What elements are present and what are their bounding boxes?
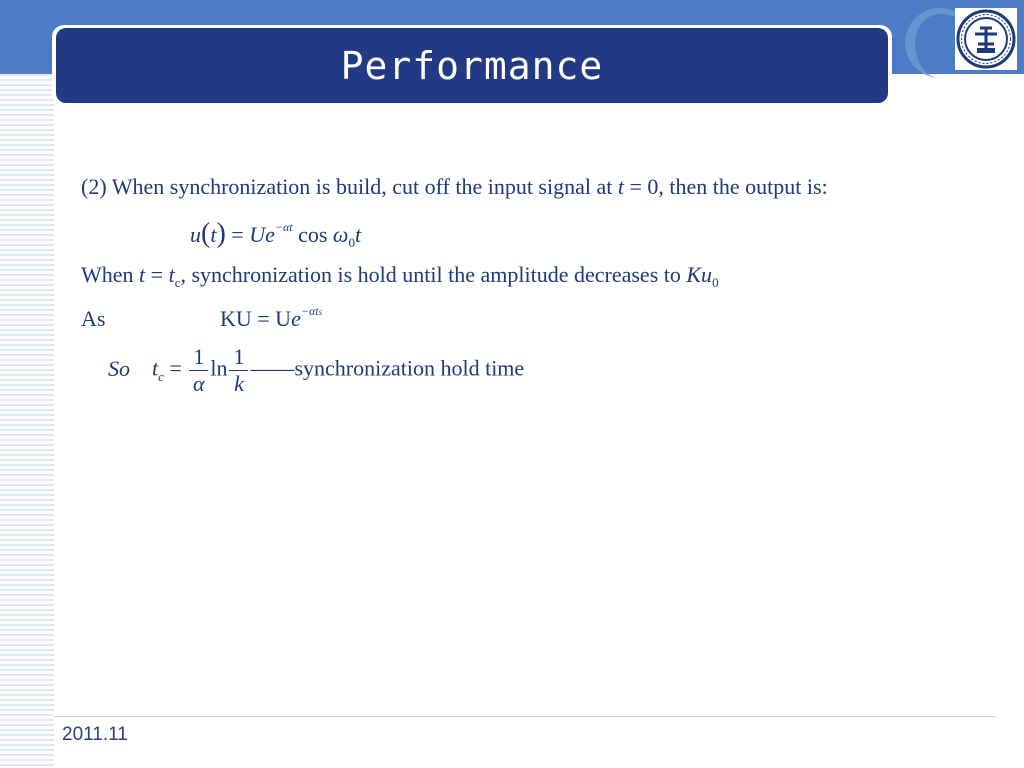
so-dash: —— (250, 355, 295, 381)
hold-eq: = (145, 262, 169, 287)
frac2-num: 1 (229, 344, 248, 371)
as-label (81, 306, 105, 332)
as-text: As (81, 306, 106, 331)
hold-t: t (139, 262, 146, 287)
as-eq-text: KU = U (220, 306, 292, 331)
intro-text: (2) When synchronization is build, cut off the input signal at (81, 174, 618, 199)
slide-title: Performance (340, 43, 604, 88)
output-equation: $u(t) = Ue^{-\alpha t}$ $\cos \omega_0t$ (190, 218, 362, 250)
hold-Ku: Ku (686, 262, 713, 287)
var-t: t (617, 174, 624, 199)
fraction-one-over-k (229, 344, 248, 397)
as-exp-text: −αt (300, 304, 319, 318)
eq-t: t (354, 222, 362, 247)
hold-tc: t (168, 262, 175, 287)
so-label: So (108, 355, 130, 381)
eq-equals: = (225, 222, 250, 247)
so-eq: = (163, 355, 188, 381)
eq-Ue: Ue (249, 222, 275, 247)
so-ln: ln (210, 355, 228, 381)
hold-prefix: When (81, 262, 140, 287)
so-equation (108, 344, 524, 397)
frac1-den: α (193, 371, 205, 396)
as-exp-sub: s (318, 307, 323, 317)
hold-suffix: , synchronization is hold until the amplitude decreases to (180, 262, 687, 287)
so-tc: t (152, 355, 159, 381)
so-description: synchronization hold time (294, 355, 525, 381)
eq-omega: ω (332, 222, 349, 247)
eq-arg: t (210, 222, 217, 247)
eq-exponent: −αt (274, 220, 293, 234)
as-equation (220, 306, 322, 332)
footer-divider (54, 716, 996, 717)
frac1-num: 1 (189, 344, 208, 371)
intro-suffix: then the output is: (669, 174, 828, 199)
as-exponent (301, 304, 322, 318)
frac2-den: k (234, 371, 244, 396)
as-e: e (291, 306, 301, 331)
eq-omega-sub: 0 (348, 235, 355, 250)
intro-eq: = 0, (624, 174, 670, 199)
hold-Ku-sub: 0 (712, 275, 719, 290)
fraction-one-over-alpha (189, 344, 208, 397)
eq-cos: cos (292, 222, 333, 247)
hold-tc-sub: c (174, 275, 181, 290)
hold-line (81, 262, 719, 288)
intro-line (81, 174, 828, 200)
footer-date: 2011.11 (62, 724, 128, 745)
eq-u: u (190, 222, 201, 247)
so-tc-sub: c (158, 368, 164, 384)
